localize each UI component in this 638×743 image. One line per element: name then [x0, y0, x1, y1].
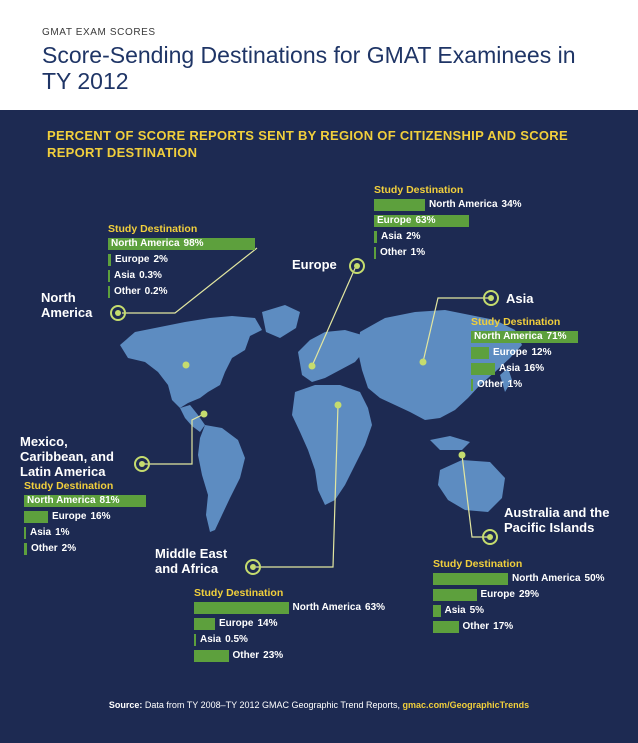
continents [120, 305, 522, 532]
destination-row [194, 648, 283, 664]
bar-label-value: 63% [365, 602, 386, 613]
bar-label-name: Asia [499, 363, 521, 374]
bar-label-value: 16% [524, 363, 545, 374]
bar-label-name: Asia [114, 270, 136, 281]
bar-au-0 [433, 573, 508, 585]
bar-label-name: Europe [115, 254, 150, 265]
bar-label-name: Europe [377, 215, 412, 226]
source-prefix: Source: [108, 700, 143, 710]
bar-la-2 [24, 527, 26, 539]
region-label-la: Mexico, Caribbean, and Latin America [20, 434, 114, 479]
bar-label [115, 254, 168, 266]
region-label-au: Australia and the Pacific Islands [504, 505, 610, 535]
bar-label-name: Other [232, 650, 260, 661]
destination-block-me [194, 586, 386, 664]
destination-row [24, 493, 120, 509]
destination-row [108, 236, 204, 252]
destination-row [471, 329, 567, 345]
block-header: Study Destination [108, 223, 198, 235]
bar-label-name: Other [31, 543, 58, 554]
bar-label [30, 527, 70, 539]
continent-indonesia [430, 436, 470, 450]
bar-label-value: 29% [518, 589, 539, 600]
destination-row [433, 571, 605, 587]
bar-label-name: Asia [381, 231, 403, 242]
bar-label-name: Other [114, 286, 141, 297]
bar-label [27, 495, 120, 507]
bar-me-2 [194, 634, 196, 646]
bar-label-name: Other [380, 247, 407, 258]
bar-label-name: Asia [444, 605, 466, 616]
bar-eu-0 [374, 199, 425, 211]
kicker: GMAT EXAM SCORES [42, 27, 156, 38]
bar-me-0 [194, 602, 289, 614]
bar-label [381, 231, 421, 243]
destination-row [108, 268, 197, 284]
destination-block-as [471, 315, 567, 393]
bar-label [477, 379, 522, 391]
chart-title: PERCENT OF SCORE REPORTS SENT BY REGION OF CITIZENSHIP AND SCORE REPORT DESTINATION [47, 128, 568, 160]
destination-block-au [433, 557, 605, 635]
bar-label-value: 17% [493, 621, 514, 632]
bar-label-value: 63% [415, 215, 436, 226]
destination-row [374, 197, 522, 213]
bar-au-3 [433, 621, 459, 633]
destination-row [374, 213, 463, 229]
continent-africa [292, 385, 372, 505]
continent-greenland [262, 305, 300, 338]
bar-label-name: North America [474, 331, 543, 342]
bar-label-name: Other [477, 379, 504, 390]
continent-europe [298, 330, 365, 382]
bar-me-1 [194, 618, 215, 630]
bar-label-value: 1% [55, 527, 70, 538]
destination-row [471, 361, 560, 377]
region-label-as: Asia [506, 291, 534, 306]
bar-label [31, 543, 76, 555]
bar-label-value: 23% [263, 650, 284, 661]
bar-label-name: Other [462, 621, 490, 632]
block-header: Study Destination [194, 587, 284, 599]
bar-label-value: 0.3% [139, 270, 162, 281]
bar-label [481, 589, 539, 601]
bar-label-name: North America [111, 238, 180, 249]
destination-row [194, 616, 283, 632]
bar-la-3 [24, 543, 27, 555]
bar-label [512, 573, 605, 585]
destination-row [24, 509, 113, 525]
destination-row [194, 600, 386, 616]
bar-label-value: 5% [469, 605, 485, 616]
continent-south-america [198, 425, 245, 532]
destination-row [108, 284, 197, 300]
bar-eu-2 [374, 231, 377, 243]
bar-label [233, 650, 284, 662]
bar-label-value: 2% [406, 231, 421, 242]
region-label-na: North America [41, 290, 93, 320]
destination-row [108, 252, 197, 268]
bar-label [499, 363, 544, 375]
bar-label-name: North America [27, 495, 96, 506]
continent-north-america [120, 316, 262, 408]
bar-label-value: 50% [584, 573, 605, 584]
destination-row [433, 587, 539, 603]
bar-label-value: 0.2% [144, 286, 168, 297]
bar-label [219, 618, 277, 630]
destination-row [374, 245, 463, 261]
destination-row [471, 377, 560, 393]
source-text: Data from TY 2008–TY 2012 GMAC Geographic Trend Reports, [142, 700, 403, 710]
bar-as-1 [471, 347, 489, 359]
block-header: Study Destination [471, 316, 561, 328]
destination-block-eu [374, 183, 522, 261]
bar-label [463, 621, 514, 633]
destination-row [471, 345, 560, 361]
bar-label [114, 270, 162, 282]
source-note [0, 700, 638, 710]
bar-label [111, 238, 204, 250]
bar-label-value: 2% [153, 254, 168, 265]
bar-label [429, 199, 522, 211]
bar-label [380, 247, 425, 259]
region-label-me: Middle East and Africa [155, 546, 228, 576]
bar-label [114, 286, 167, 298]
bar-label [377, 215, 435, 227]
destination-row [194, 632, 283, 648]
bar-label-value: 98% [183, 238, 204, 249]
bar-label-name: Europe [480, 589, 515, 600]
source-link[interactable]: gmac.com/GeographicTrends [402, 700, 530, 710]
block-header: Study Destination [374, 184, 464, 196]
bar-label-name: North America [292, 602, 362, 613]
bar-au-1 [433, 589, 477, 601]
bar-label-value: 1% [507, 379, 523, 390]
bar-label-name: Europe [493, 347, 528, 358]
bar-au-2 [433, 605, 441, 617]
bar-label [200, 634, 248, 646]
bar-label-name: Europe [219, 618, 254, 629]
bar-label [52, 511, 110, 523]
bar-label-value: 14% [257, 618, 278, 629]
bar-label [445, 605, 485, 617]
destination-row [374, 229, 463, 245]
bar-label-value: 34% [501, 199, 522, 210]
bar-la-1 [24, 511, 48, 523]
bar-label [293, 602, 386, 614]
destination-block-la [24, 479, 120, 557]
bar-na-3 [108, 286, 110, 298]
page-title: Score-Sending Destinations for GMAT Examinees in TY 2012 [42, 42, 576, 94]
destination-row [433, 603, 522, 619]
bar-label-name: North America [512, 573, 581, 584]
continent-australia [438, 460, 505, 512]
bar-label [474, 331, 567, 343]
block-header: Study Destination [433, 558, 523, 570]
bar-na-1 [108, 254, 111, 266]
bar-eu-3 [374, 247, 376, 259]
bar-me-3 [194, 650, 229, 662]
bar-label-value: 71% [546, 331, 567, 342]
destination-row [433, 619, 522, 635]
bar-label-name: North America [429, 199, 498, 210]
block-header: Study Destination [24, 480, 114, 492]
bar-label-value: 1% [410, 247, 426, 258]
bar-na-2 [108, 270, 110, 282]
bar-label [493, 347, 551, 359]
bar-label-value: 16% [90, 511, 111, 522]
region-label-eu: Europe [292, 257, 337, 272]
bar-label-value: 0.5% [225, 634, 248, 645]
bar-label-value: 2% [61, 543, 77, 554]
bar-label-value: 12% [531, 347, 552, 358]
bar-label-name: Europe [52, 511, 87, 522]
destination-row [24, 525, 113, 541]
bar-as-2 [471, 363, 495, 375]
bar-label-name: Asia [200, 634, 222, 645]
destination-row [24, 541, 113, 557]
bar-as-3 [471, 379, 473, 391]
bar-label-name: Asia [30, 527, 52, 538]
destination-block-na [108, 222, 204, 300]
bar-label-value: 81% [99, 495, 120, 506]
